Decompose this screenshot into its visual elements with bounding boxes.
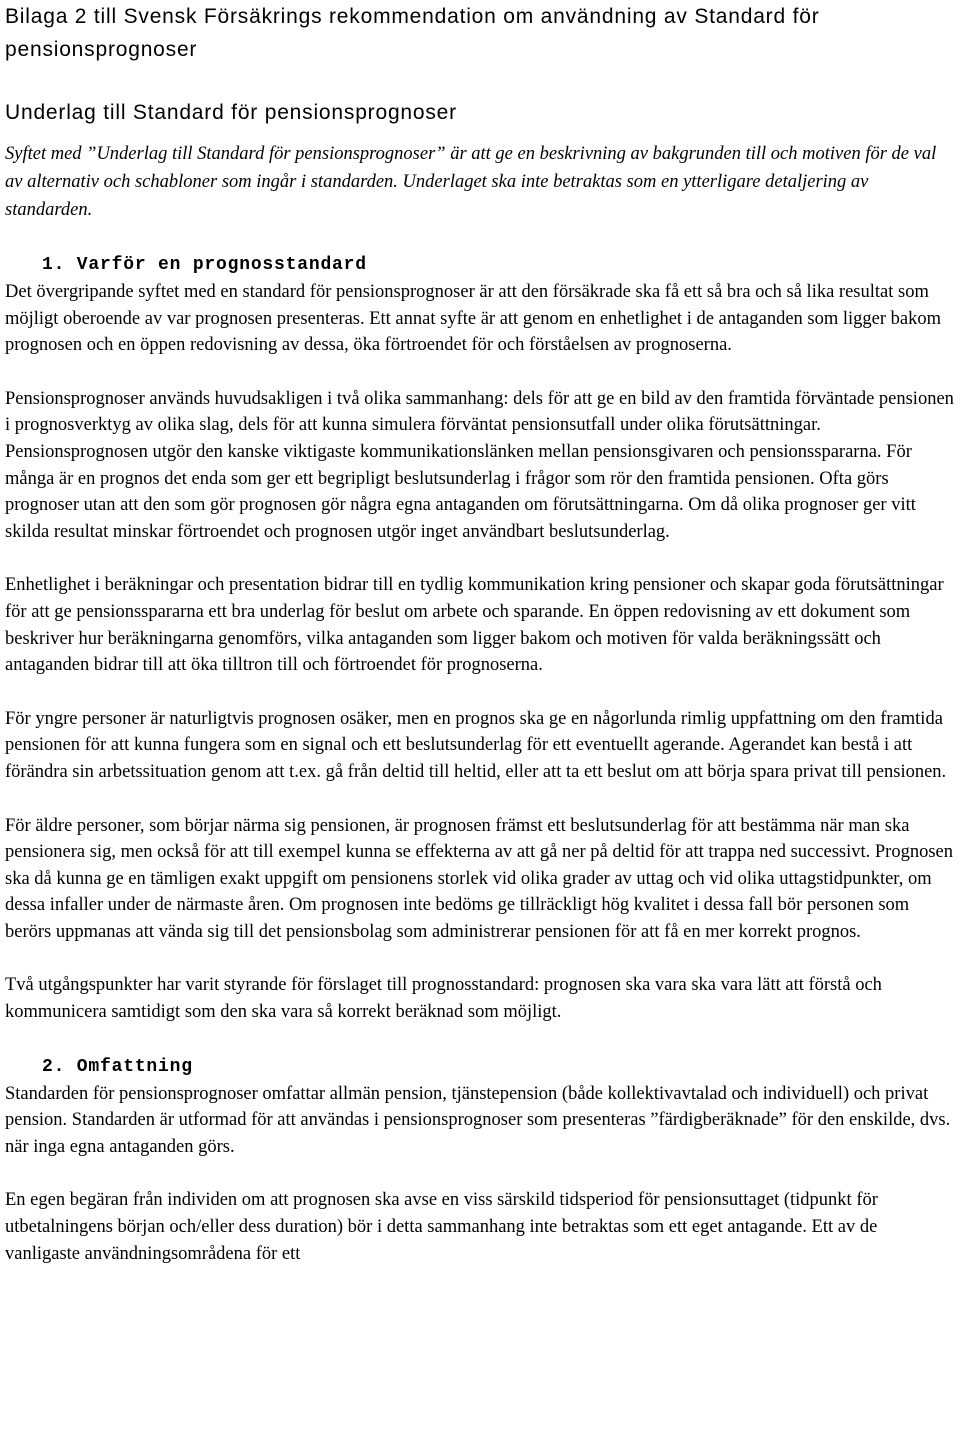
body-paragraph: Det övergripande syftet med en standard för pensionsprognoser är att den försäkrade ska få ett så bra och så lika resultat som möjligt oberoende av var prognosen presenteras. Ett annat syfte är att genom en enhetlighet i de antaganden som ligger bakom prognosen och en öppen redovisning av dessa, öka förtroendet för och förståelsen av prognoserna. xyxy=(5,282,942,356)
body-paragraph: För yngre personer är naturligtvis prognosen osäker, men en prognos ska ge en någorlunda rimlig uppfattning om den framtida pensionen för att kunna fungera som en signal och ett beslutsunderlag för ett eventuellt agerande. Agerandet kan bestå i att förändra sin arbetssituation genom att t.ex. gå från deltid till heltid, eller att ta ett beslut om att börja spara privat till pensionen. xyxy=(5,708,947,782)
body-paragraph: Standarden för pensionsprognoser omfattar allmän pension, tjänstepension (både kollektivavtalad och individuell) och privat pension. Standarden är utformad för att användas i pensionsprognoser som presenteras ”färdigberäknade” för den enskilde, dvs. när inga egna antaganden görs. xyxy=(5,1083,951,1157)
intro-paragraph: Syftet med ”Underlag till Standard för pensionsprognoser” är att ge en beskrivning av bakgrunden till och motiven för de val av alternativ och schabloner som ingår i standarden. Underlaget ska inte betraktas som en ytterligare detaljering av standarden. xyxy=(5,144,937,220)
document-title: Bilaga 2 till Svensk Försäkrings rekommendation om användning av Standard för pensionsprognoser xyxy=(5,5,820,61)
body-paragraph: Två utgångspunkter har varit styrande för förslaget till prognosstandard: prognosen ska vara ska vara lätt att förstå och kommunicera samtidigt som den ska vara så korrekt beräknad som möjligt. xyxy=(5,975,882,1023)
section-heading-1: 1. Varför en prognosstandard xyxy=(42,255,367,275)
body-paragraph: En egen begäran från individen om att prognosen ska avse en viss särskild tidsperiod för pensionsuttaget (tidpunkt för utbetalningens början och/eller dess duration) bör i detta sammanhang inte betraktas som ett eget antagande. Ett av de vanligaste användningsområdena för ett xyxy=(5,1190,878,1264)
body-paragraph: Pensionsprognoser används huvudsakligen i två olika sammanhang: dels för att ge en bild av den framtida förväntade pensionen i prognosverktyg av olika slag, dels för att kunna simulera förväntat pensionsutfall under olika förutsättningar. Pensionsprognosen utgör den kanske viktigaste kommunikationslänken mellan pensionsgivaren och pensionsspararna. För många är en prognos det enda som ger ett begripligt beslutsunderlag i frågor som rör den framtida pensionen. Ofta görs prognoser utan att den som gör prognosen gör några egna antaganden om förutsättningarna. Om då olika prognoser ger vitt skilda resultat minskar förtroendet och prognosen utgör inget användbart beslutsunderlag. xyxy=(5,388,954,542)
section-heading-2: 2. Omfattning xyxy=(42,1056,193,1077)
body-paragraph: För äldre personer, som börjar närma sig pensionen, är prognosen främst ett beslutsunderlag för att bestämma när man ska pensionera sig, men också för att till exempel kunna se effekterna av att gå ner på deltid för att trappa ned successivt. Prognosen ska då kunna ge en tämligen exakt uppgift om pensionens storlek vid olika grader av uttag och vid olika uttagstidpunkter, om dessa infaller under de närmaste åren. Om prognosen inte bedöms ge tillräckligt hög kvalitet i dessa fall bör personen som berörs uppmanas att vända sig till det pensionsbolag som administrerar pensionen för att få en mer korrekt prognos. xyxy=(5,815,953,942)
document-subtitle: Underlag till Standard för pensionsprognoser xyxy=(5,101,457,124)
body-paragraph: Enhetlighet i beräkningar och presentation bidrar till en tydlig kommunikation kring pensioner och skapar goda förutsättningar för att ge pensionsspararna ett bra underlag för beslut om arbete och sparande. En öppen redovisning av ett dokument som beskriver hur beräkningarna genomförs, vilka antaganden som ligger bakom och motiven för valda beräkningssätt och antaganden bidrar till att öka tilltron till och förtroendet för prognoserna. xyxy=(5,575,944,676)
